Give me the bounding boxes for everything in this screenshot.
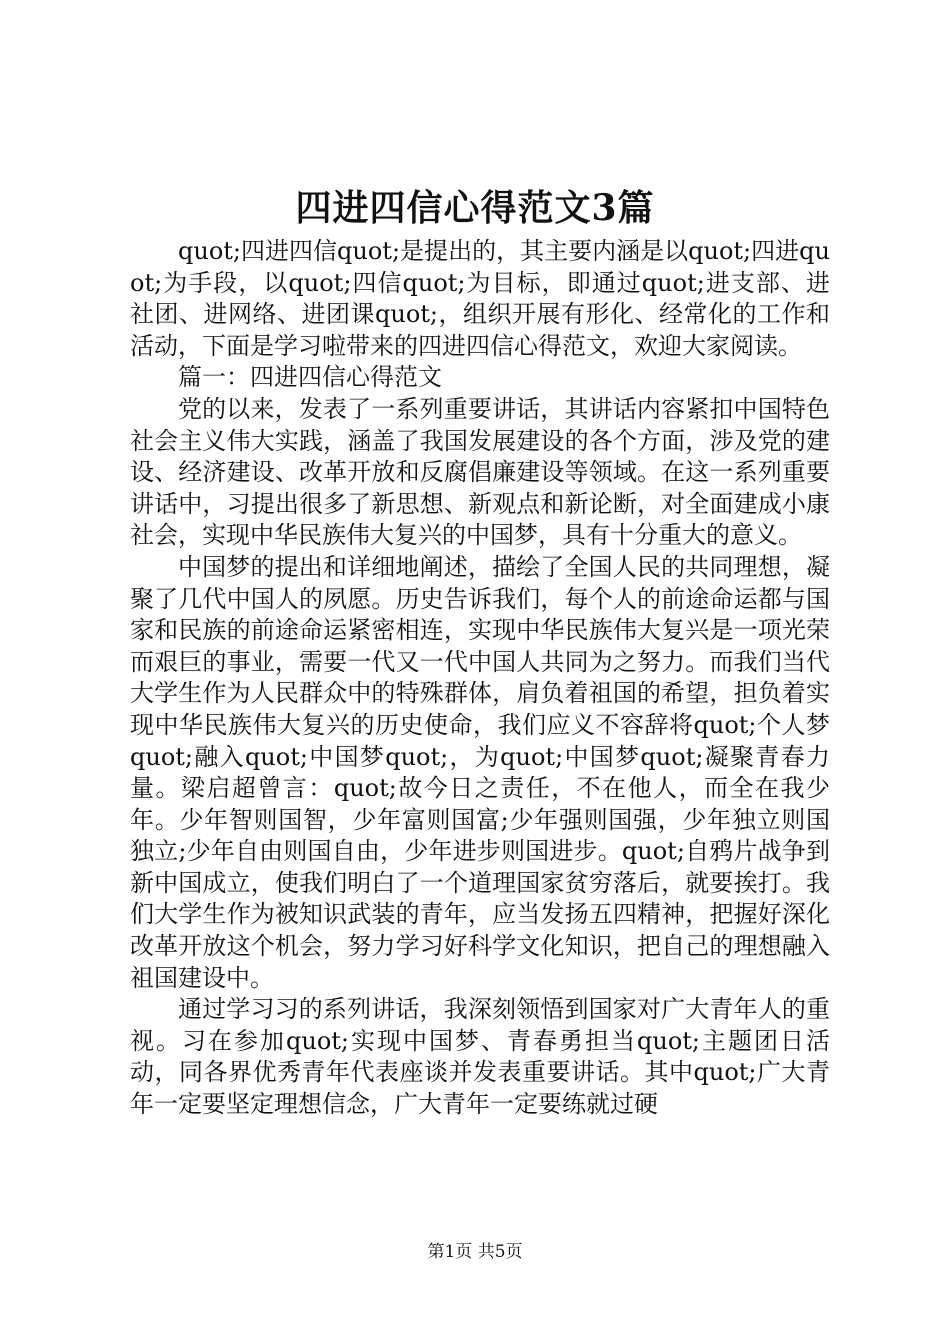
body-paragraph: 党的以来，发表了一系列重要讲话，其讲话内容紧扣中国特色社会主义伟大实践，涵盖了我国发展建设的各个方面，涉及党的建设、经济建设、改革开放和反腐倡廉建设等领域。在这一系列重要讲话中，习提出很多了新思想、新观点和新论断，对全面建成小康社会，实现中华民族伟大复兴的中国梦，具有十分重大的意义。 [130, 394, 830, 550]
body-paragraph: 通过学习习的系列讲话，我深刻领悟到国家对广大青年人的重视。习在参加quot;实现中国梦、青春勇担当quot;主题团日活动，同各界优秀青年代表座谈并发表重要讲话。其中quot;广大青年一定要坚定理想信念，广大青年一定要练就过硬 [130, 995, 830, 1119]
body-paragraph: 中国梦的提出和详细地阐述，描绘了全国人民的共同理想，凝聚了几代中国人的夙愿。历史告诉我们，每个人的前途命运都与国家和民族的前途命运紧密相连，实现中华民族伟大复兴是一项光荣而艰巨的事业，需要一代又一代中国人共同为之努力。而我们当代大学生作为人民群众中的特殊群体，肩负着祖国的希望，担负着实现中华民族伟大复兴的历史使命，我们应义不容辞将quot;个人梦quot;融入quot;中国梦quot;，为quot;中国梦quot;凝聚青春力量。梁启超曾言：quot;故今日之责任，不在他人，而全在我少年。少年智则国智，少年富则国富;少年强则国强，少年独立则国独立;少年自由则国自由，少年进步则国进步。quot;自鸦片战争到新中国成立，使我们明白了一个道理国家贫穷落后，就要挨打。我们大学生作为被知识武装的青年，应当发扬五四精神，把握好深化改革开放这个机会，努力学习好科学文化知识，把自己的理想融入祖国建设中。 [130, 552, 830, 992]
intro-paragraph: quot;四进四信quot;是提出的，其主要内涵是以quot;四进quot;为手段，以quot;四信quot;为目标，即通过quot;进支部、进社团、进网络、进团课quot;，组织开展有形化、经常化的工作和活动，下面是学习啦带来的四进四信心得范文，欢迎大家阅读。 [130, 237, 830, 360]
page-footer: 第1页 共5页 [427, 1242, 523, 1262]
document-title: 四进四信心得范文3篇 [295, 187, 655, 229]
section-heading: 篇一：四进四信心得范文 [178, 363, 442, 392]
document-body [130, 236, 830, 1121]
